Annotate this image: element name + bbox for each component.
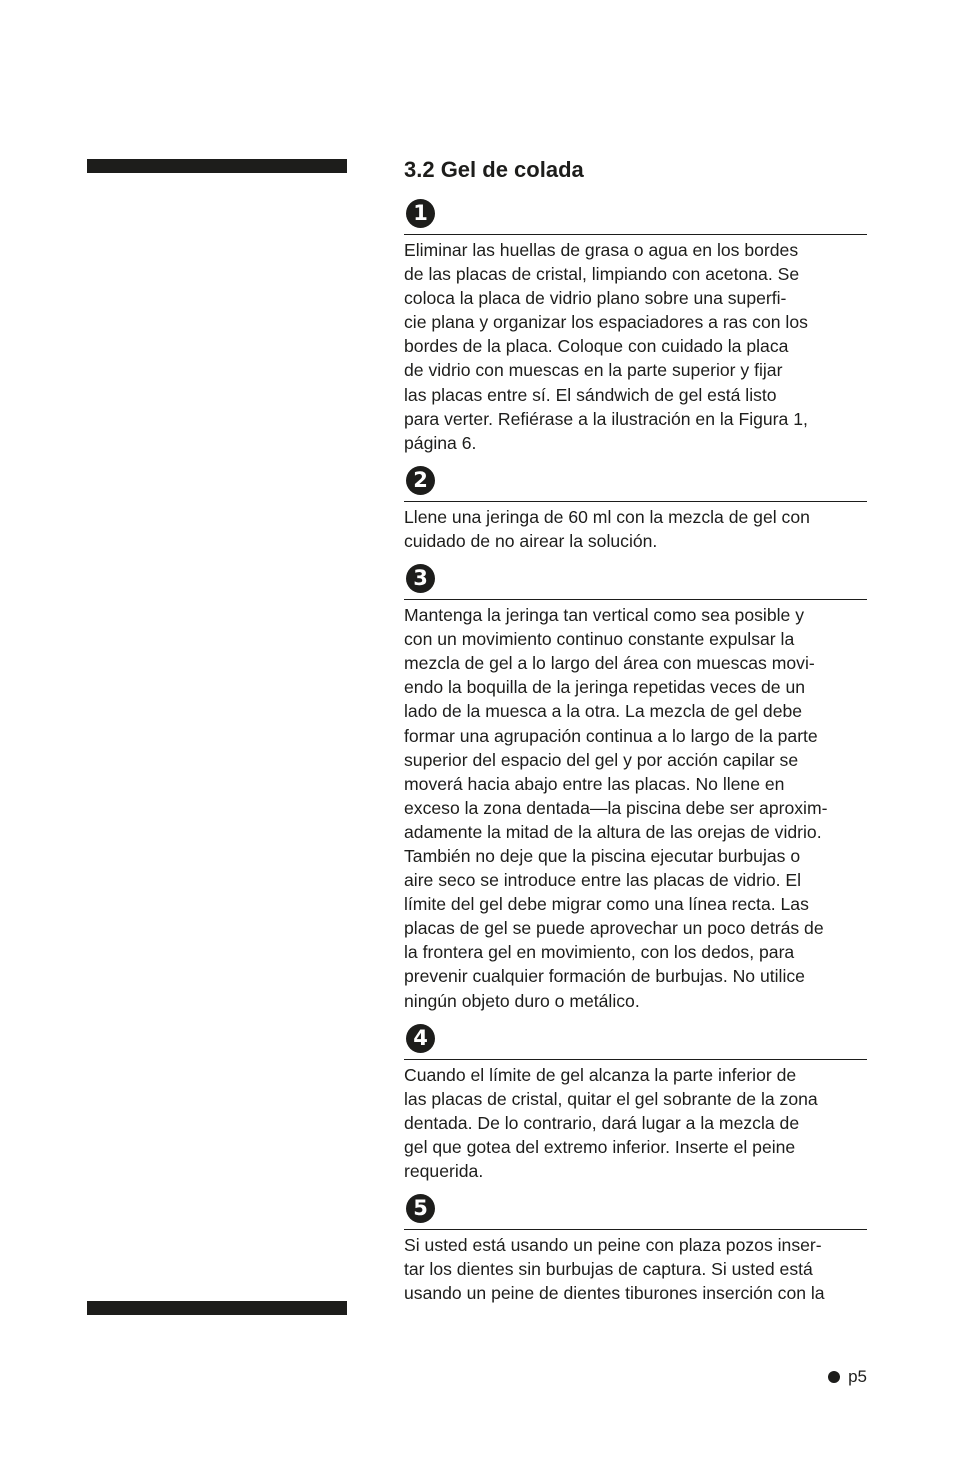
step-text: Cuando el límite de gel alcanza la parte inferior de las placas de cristal, quitar el gel sobrante de la zona dentada. De lo contrario, dará lugar a la mezcla de gel que gotea del extremo inferior. Inserte el peine requerida. <box>404 1064 818 1181</box>
step-text: Mantenga la jeringa tan vertical como sea posible y con un movimiento continuo constante expulsar la mezcla de gel a lo largo del área con muescas movi- endo la boquilla de la jeringa repetidas veces de un lado de la muesca a la otra. La mezcla de gel debe formar una agrupación continua a lo largo de la parte superior del espacio del gel y por acción capilar se moverá hacia abajo entre las placas. No llene en exceso la zona dentada—la piscina debe ser aproxim- adamente la mitad de la altura de las orejas de vidrio. También no deje que la piscina ejecutar burbujas o aire seco se introduce entre las placas de vidrio. El límite del gel debe migrar como una línea recta. Las placas de gel se puede aprovechar un poco detrás de la frontera gel en movimiento, con los dedos, para prevenir cualquier formación de burbujas. No utilice ningún objeto duro o metálico. <box>404 605 828 1011</box>
margin-bar-bottom <box>87 1301 347 1315</box>
main-content <box>404 152 867 1305</box>
step-2 <box>404 455 867 553</box>
margin-bar-top <box>87 159 347 173</box>
step-number-badge: 5 <box>406 1194 435 1223</box>
step-5 <box>404 1183 867 1305</box>
step-header <box>404 188 867 235</box>
step-text: Eliminar las huellas de grasa o agua en los bordes de las placas de cristal, limpiando con acetona. Se coloca la placa de vidrio plano sobre una superfi- cie plana y organizar los espaciadores a ras con los bordes de la placa. Coloque con cuidado la placa de vidrio con muescas en la parte superior y fijar las placas entre sí. El sándwich de gel está listo para verter. Refiérase a la ilustración en la Figura 1, página 6. <box>404 240 808 453</box>
step-number-badge: 3 <box>406 564 435 593</box>
step-text: Si usted está usando un peine con plaza pozos inser- tar los dientes sin burbujas de captura. Si usted está usando un peine de dientes tiburones inserción con la <box>404 1235 825 1304</box>
section-title: 3.2 Gel de colada <box>404 157 584 182</box>
page-number <box>828 1366 867 1388</box>
step-4 <box>404 1013 867 1183</box>
step-text: Llene una jeringa de 60 ml con la mezcla de gel con cuidado de no airear la solución. <box>404 506 810 551</box>
step-header <box>404 455 867 502</box>
step-number-badge: 2 <box>406 466 435 495</box>
step-number-badge: 1 <box>406 199 435 228</box>
step-header <box>404 1013 867 1060</box>
step-1 <box>404 188 867 455</box>
page-number-label: p5 <box>848 1367 867 1386</box>
step-3 <box>404 553 867 1013</box>
bullet-dot-icon <box>828 1371 840 1383</box>
step-number-badge: 4 <box>406 1024 435 1053</box>
step-header <box>404 553 867 600</box>
step-header <box>404 1183 867 1230</box>
